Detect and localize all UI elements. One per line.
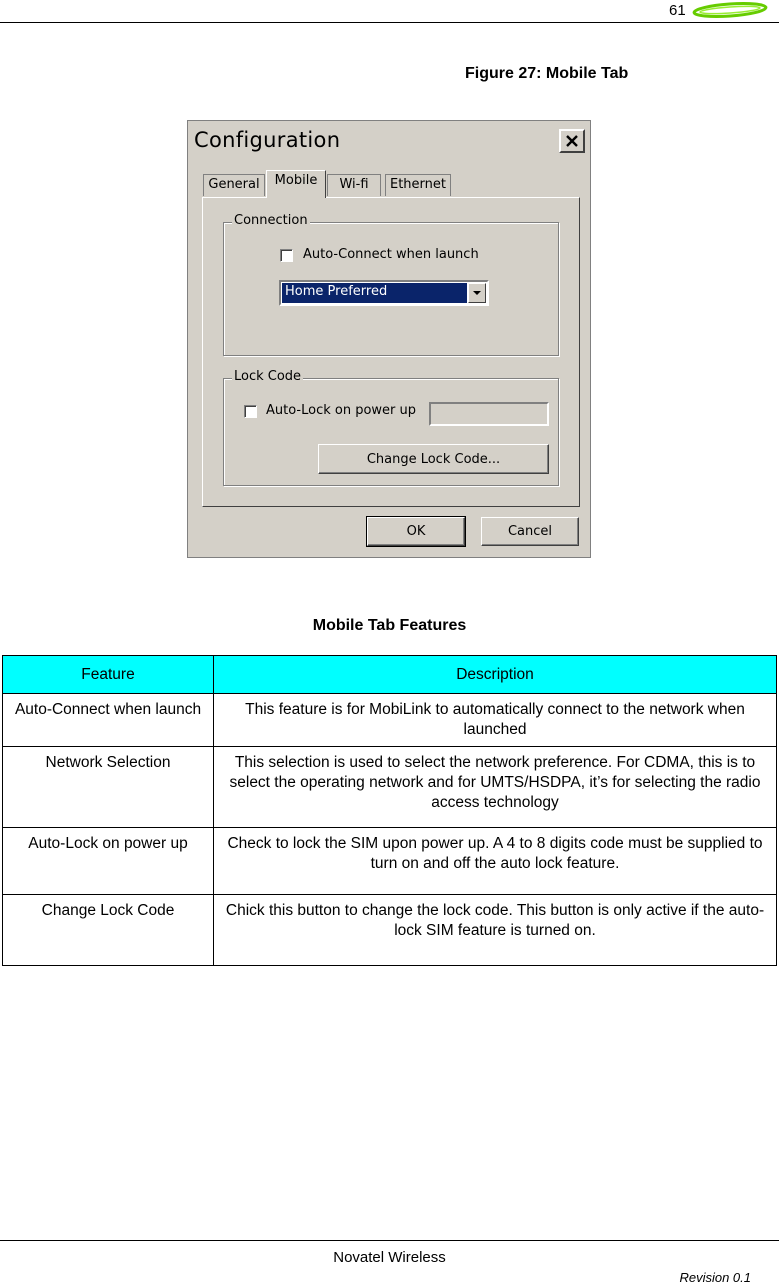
- feature-cell: Auto-Lock on power up: [3, 828, 214, 895]
- tab-ethernet[interactable]: Ethernet: [385, 174, 451, 196]
- lock-code-group: [223, 369, 559, 486]
- mobile-tab-panel: [202, 197, 580, 507]
- lock-code-group-label: Lock Code: [234, 369, 302, 384]
- connection-group: [223, 213, 559, 356]
- connection-group-label: Connection: [234, 213, 308, 228]
- description-cell: Check to lock the SIM upon power up. A 4 to 8 digits code must be supplied to turn on and off the auto lock feature.: [214, 828, 777, 895]
- network-selection-value: Home Preferred: [282, 283, 467, 303]
- close-icon: [566, 135, 578, 147]
- dialog-title: Configuration: [194, 128, 341, 152]
- description-cell: This selection is used to select the network preference. For CDMA, this is to select the operating network and for UMTS/HSDPA, it’s for selecting the radio access technology: [214, 747, 777, 828]
- table-row: [3, 694, 777, 747]
- table-row: [3, 895, 777, 966]
- page-number: 61: [669, 2, 686, 19]
- ok-button[interactable]: OK: [367, 517, 465, 546]
- figure-caption: Figure 27: Mobile Tab: [465, 65, 629, 82]
- auto-connect-checkbox[interactable]: [280, 249, 293, 262]
- header-feature: Feature: [3, 656, 214, 694]
- change-lock-code-button[interactable]: Change Lock Code...: [318, 444, 549, 474]
- close-button[interactable]: [559, 129, 585, 153]
- feature-cell: Change Lock Code: [3, 895, 214, 966]
- tab-general[interactable]: General: [203, 174, 265, 196]
- network-selection-dropdown[interactable]: [279, 280, 489, 306]
- tab-mobile[interactable]: Mobile: [266, 170, 326, 198]
- dropdown-arrow-button[interactable]: [468, 283, 486, 303]
- header-description: Description: [214, 656, 777, 694]
- auto-connect-label: Auto-Connect when launch: [303, 247, 479, 262]
- feature-cell: Network Selection: [3, 747, 214, 828]
- lock-code-input[interactable]: [429, 402, 549, 426]
- feature-cell: Auto-Connect when launch: [3, 694, 214, 747]
- description-cell: Chick this button to change the lock code. This button is only active if the auto-lock SIM feature is turned on.: [214, 895, 777, 966]
- description-cell: This feature is for MobiLink to automatically connect to the network when launched: [214, 694, 777, 747]
- configuration-dialog: [187, 120, 591, 558]
- table-header-row: [3, 656, 777, 694]
- table-title: Mobile Tab Features: [312, 617, 467, 634]
- auto-lock-checkbox[interactable]: [244, 405, 257, 418]
- footer-revision: Revision 0.1: [679, 1270, 751, 1285]
- footer-rule: [0, 1240, 779, 1241]
- dialog-titlebar: [188, 121, 590, 165]
- footer-company: Novatel Wireless: [333, 1249, 446, 1266]
- header-rule: [0, 22, 779, 23]
- auto-lock-label: Auto-Lock on power up: [266, 403, 417, 418]
- novatel-logo-icon: [690, 0, 770, 20]
- tab-wifi[interactable]: Wi-fi: [327, 174, 381, 196]
- table-row: [3, 828, 777, 895]
- chevron-down-icon: [473, 291, 481, 296]
- table-row: [3, 747, 777, 828]
- features-table: [2, 655, 777, 966]
- cancel-button[interactable]: Cancel: [481, 517, 579, 546]
